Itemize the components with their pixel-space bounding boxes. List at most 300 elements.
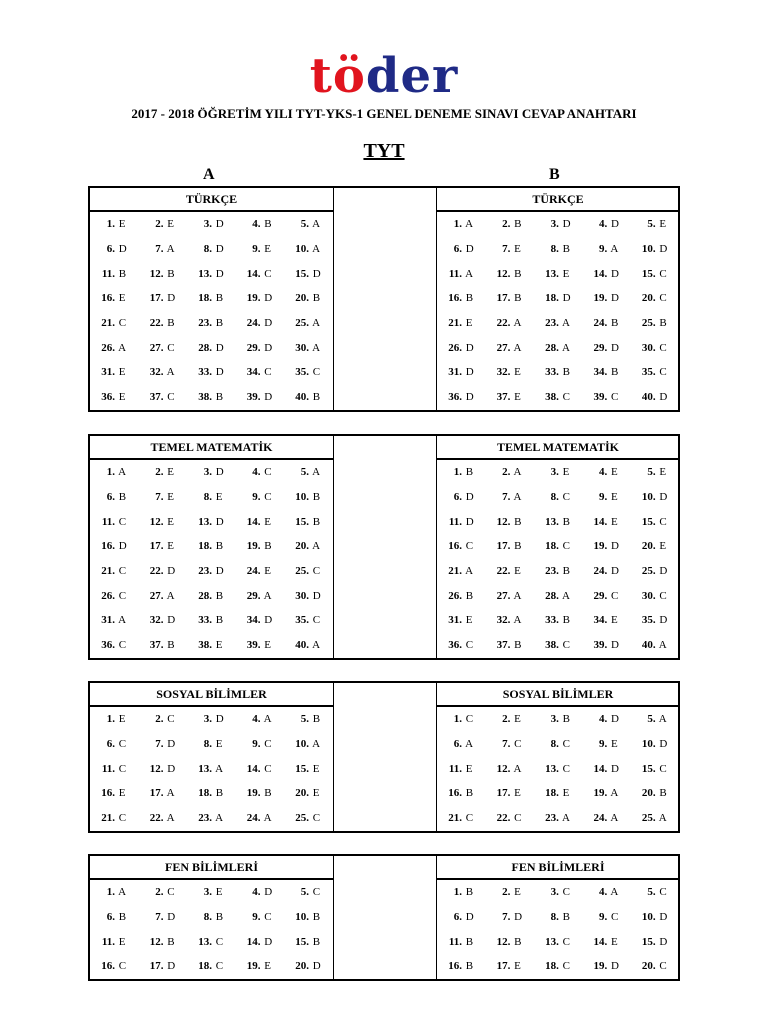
question-number: 17. xyxy=(496,540,511,553)
answer-letter: C xyxy=(511,812,522,825)
answer-letter: D xyxy=(261,886,273,899)
logo-blue-part: der xyxy=(365,48,459,104)
answer-letter: C xyxy=(310,366,321,379)
answer-cell xyxy=(631,516,679,528)
answer-cell xyxy=(187,812,236,824)
answer-cell xyxy=(90,886,139,898)
answer-letter: C xyxy=(559,391,570,404)
question-number: 13. xyxy=(545,935,559,948)
question-number: 30. xyxy=(641,589,656,602)
question-number: 24. xyxy=(246,317,261,330)
answer-letter: D xyxy=(559,292,571,305)
answer-row xyxy=(437,509,679,534)
answer-letter: B xyxy=(608,366,619,379)
question-number: 31. xyxy=(448,614,462,627)
answer-row xyxy=(90,237,333,262)
answer-cell xyxy=(139,763,188,775)
answer-cell xyxy=(631,763,679,775)
answer-letter: C xyxy=(310,614,321,627)
answer-cell xyxy=(284,886,333,898)
answer-letter: D xyxy=(261,935,273,948)
answer-row xyxy=(90,485,333,510)
question-number: 27. xyxy=(149,589,164,602)
answer-cell xyxy=(631,787,679,799)
answer-letter: A xyxy=(559,341,570,354)
answer-letter: B xyxy=(559,565,570,578)
answer-letter: E xyxy=(608,614,618,627)
question-number: 17. xyxy=(149,292,164,305)
question-number: 31. xyxy=(101,366,115,379)
answer-cell xyxy=(284,491,333,503)
answer-letter: A xyxy=(463,738,474,751)
question-number: 20. xyxy=(295,960,309,973)
answer-cell xyxy=(631,590,679,602)
answer-cell xyxy=(139,268,188,280)
answer-cell xyxy=(582,936,630,948)
answer-cell xyxy=(284,639,333,651)
answer-cell xyxy=(534,936,582,948)
answer-cell xyxy=(284,366,333,378)
answer-cell xyxy=(236,763,285,775)
question-number: 17. xyxy=(149,787,164,800)
answer-letter: E xyxy=(511,713,521,726)
question-number: 6. xyxy=(453,911,462,924)
answer-cell xyxy=(437,590,485,602)
question-number: 2. xyxy=(155,218,164,231)
question-number: 6. xyxy=(106,243,115,256)
question-number: 4. xyxy=(252,218,261,231)
answer-letter: C xyxy=(116,812,127,825)
answer-cell xyxy=(631,614,679,626)
answer-cell xyxy=(485,936,533,948)
answer-row xyxy=(90,261,333,286)
answer-letter: E xyxy=(213,886,223,899)
answer-letter: C xyxy=(559,540,570,553)
answer-letter: B xyxy=(261,218,272,231)
question-number: 20. xyxy=(295,540,309,553)
question-number: 10. xyxy=(641,738,656,751)
answer-row xyxy=(90,954,333,979)
question-number: 25. xyxy=(641,812,656,825)
answer-cell xyxy=(534,466,582,478)
answer-letter: A xyxy=(511,589,522,602)
answer-cell xyxy=(90,218,139,230)
answer-letter: A xyxy=(310,738,321,751)
section-block xyxy=(88,186,680,412)
question-number: 4. xyxy=(252,713,261,726)
question-number: 18. xyxy=(198,960,212,973)
question-number: 8. xyxy=(550,911,559,924)
answer-letter: E xyxy=(559,267,570,280)
answer-letter: D xyxy=(261,391,273,404)
booklet-a-panel xyxy=(90,188,334,410)
answer-letter: A xyxy=(608,886,619,899)
answer-cell xyxy=(90,466,139,478)
answer-row xyxy=(437,707,679,732)
answer-cell xyxy=(534,639,582,651)
answer-letter: B xyxy=(213,614,224,627)
answer-letter: D xyxy=(656,935,668,948)
answer-letter: D xyxy=(164,738,176,751)
booklet-b-panel xyxy=(436,683,679,831)
answer-letter: B xyxy=(511,218,522,231)
booklet-a-panel xyxy=(90,683,334,831)
answer-cell xyxy=(534,317,582,329)
answer-cell xyxy=(187,366,236,378)
question-number: 18. xyxy=(198,292,212,305)
answer-cell xyxy=(187,540,236,552)
answer-letter: D xyxy=(213,366,224,379)
answer-cell xyxy=(582,614,630,626)
answer-letter: A xyxy=(656,812,667,825)
answer-letter: C xyxy=(310,812,321,825)
answer-letter: B xyxy=(656,787,667,800)
answer-cell xyxy=(187,565,236,577)
answer-cell xyxy=(631,218,679,230)
answer-letter: C xyxy=(656,886,667,899)
answer-cell xyxy=(534,738,582,750)
answer-row xyxy=(437,385,679,410)
answer-letter: B xyxy=(116,267,127,280)
answer-cell xyxy=(284,317,333,329)
question-number: 5. xyxy=(300,886,309,899)
answer-row xyxy=(90,509,333,534)
question-number: 5. xyxy=(647,466,656,479)
answer-letter: C xyxy=(213,960,224,973)
answer-cell xyxy=(582,787,630,799)
question-number: 27. xyxy=(496,341,511,354)
answer-letter: A xyxy=(608,787,619,800)
answer-cell xyxy=(90,516,139,528)
answer-row xyxy=(437,929,679,954)
answer-cell xyxy=(485,812,533,824)
answer-letter: C xyxy=(116,565,127,578)
question-number: 40. xyxy=(295,391,309,404)
answer-row xyxy=(90,286,333,311)
answer-letter: B xyxy=(164,317,175,330)
answer-letter: D xyxy=(310,960,321,973)
answer-letter: D xyxy=(261,614,273,627)
answer-cell xyxy=(631,565,679,577)
answer-row xyxy=(437,360,679,385)
answer-cell xyxy=(284,713,333,725)
question-number: 25. xyxy=(295,812,309,825)
question-number: 15. xyxy=(295,515,309,528)
answer-row xyxy=(90,360,333,385)
logo-red-part: tö xyxy=(309,48,366,104)
question-number: 20. xyxy=(641,540,656,553)
answer-cell xyxy=(485,317,533,329)
question-number: 29. xyxy=(246,589,261,602)
question-number: 9. xyxy=(598,911,608,924)
answer-cell xyxy=(236,614,285,626)
answer-cell xyxy=(437,292,485,304)
answer-cell xyxy=(284,960,333,972)
answer-letter: D xyxy=(656,614,668,627)
answer-letter: A xyxy=(164,366,175,379)
answer-cell xyxy=(187,243,236,255)
answer-row xyxy=(90,781,333,806)
answer-letter: C xyxy=(511,738,522,751)
question-number: 11. xyxy=(448,762,462,775)
answer-cell xyxy=(631,960,679,972)
question-number: 21. xyxy=(448,565,462,578)
question-number: 40. xyxy=(641,391,656,404)
answer-cell xyxy=(187,960,236,972)
answer-cell xyxy=(284,590,333,602)
answer-row xyxy=(90,608,333,633)
answer-cell xyxy=(90,812,139,824)
question-number: 20. xyxy=(641,960,656,973)
answer-cell xyxy=(139,243,188,255)
answer-letter: D xyxy=(261,292,273,305)
question-number: 13. xyxy=(545,762,559,775)
answer-letter: B xyxy=(310,515,321,528)
answer-letter: A xyxy=(310,639,321,652)
answer-cell xyxy=(236,738,285,750)
answer-cell xyxy=(284,936,333,948)
answer-letter: C xyxy=(463,540,474,553)
question-number: 11. xyxy=(101,267,115,280)
answer-cell xyxy=(284,466,333,478)
answer-cell xyxy=(90,540,139,552)
answer-cell xyxy=(534,812,582,824)
answer-letter: C xyxy=(261,366,272,379)
answer-letter: E xyxy=(310,787,320,800)
answer-cell xyxy=(437,763,485,775)
answer-cell xyxy=(534,960,582,972)
answer-cell xyxy=(582,565,630,577)
question-number: 15. xyxy=(641,515,656,528)
answer-cell xyxy=(631,540,679,552)
answer-cell xyxy=(485,292,533,304)
question-number: 23. xyxy=(198,565,212,578)
question-number: 32. xyxy=(496,366,511,379)
answer-row xyxy=(90,756,333,781)
section-title: SOSYAL BİLİMLER xyxy=(437,683,679,707)
answer-letter: A xyxy=(463,267,474,280)
answer-letter: A xyxy=(511,762,522,775)
question-number: 19. xyxy=(593,960,608,973)
answer-letter: B xyxy=(213,317,224,330)
answer-letter: E xyxy=(261,639,271,652)
answer-row xyxy=(437,460,679,485)
answer-letter: E xyxy=(164,515,174,528)
question-number: 6. xyxy=(106,911,115,924)
answer-letter: A xyxy=(608,812,619,825)
question-number: 10. xyxy=(295,491,309,504)
answer-letter: B xyxy=(511,292,522,305)
answer-cell xyxy=(534,516,582,528)
answer-cell xyxy=(236,366,285,378)
question-number: 2. xyxy=(502,218,511,231)
answer-letter: B xyxy=(310,911,321,924)
answer-letter: D xyxy=(656,491,668,504)
answer-letter: D xyxy=(559,218,571,231)
question-number: 2. xyxy=(502,886,511,899)
answer-cell xyxy=(485,565,533,577)
answer-cell xyxy=(236,491,285,503)
answer-cell xyxy=(187,491,236,503)
question-number: 39. xyxy=(246,639,261,652)
section-title: TÜRKÇE xyxy=(437,188,679,212)
answer-row xyxy=(437,583,679,608)
question-number: 7. xyxy=(502,491,511,504)
answer-letter: D xyxy=(164,614,176,627)
answer-letter: E xyxy=(164,466,174,479)
question-number: 19. xyxy=(246,292,261,305)
answer-cell xyxy=(582,342,630,354)
answer-letter: E xyxy=(116,787,126,800)
answer-letter: E xyxy=(511,243,521,256)
answer-letter: E xyxy=(463,762,473,775)
answer-letter: B xyxy=(463,886,474,899)
answer-cell xyxy=(90,491,139,503)
question-number: 11. xyxy=(101,762,115,775)
answer-cell xyxy=(437,960,485,972)
answer-row xyxy=(90,583,333,608)
answer-cell xyxy=(284,911,333,923)
question-number: 16. xyxy=(448,960,462,973)
answer-cell xyxy=(90,911,139,923)
answer-letter: A xyxy=(511,491,522,504)
answer-letter: C xyxy=(116,515,127,528)
answer-cell xyxy=(90,342,139,354)
answer-cell xyxy=(485,738,533,750)
answer-cell xyxy=(534,342,582,354)
question-number: 5. xyxy=(647,886,656,899)
section-title: TÜRKÇE xyxy=(90,188,333,212)
answer-letter: E xyxy=(213,738,223,751)
question-number: 38. xyxy=(545,639,559,652)
question-number: 13. xyxy=(198,762,212,775)
answer-row xyxy=(437,880,679,905)
question-number: 9. xyxy=(598,738,608,751)
answer-letter: C xyxy=(656,366,667,379)
question-number: 14. xyxy=(246,762,261,775)
answer-cell xyxy=(437,466,485,478)
question-number: 12. xyxy=(496,267,511,280)
question-number: 7. xyxy=(155,491,164,504)
question-number: 23. xyxy=(198,812,212,825)
answer-letter: A xyxy=(559,812,570,825)
question-number: 1. xyxy=(453,886,462,899)
answer-cell xyxy=(187,317,236,329)
question-number: 15. xyxy=(295,267,309,280)
answer-letter: D xyxy=(656,911,668,924)
question-number: 18. xyxy=(198,540,212,553)
answer-letter: D xyxy=(213,713,224,726)
answer-row xyxy=(437,608,679,633)
answer-cell xyxy=(90,590,139,602)
question-number: 35. xyxy=(641,366,656,379)
answer-letter: C xyxy=(116,738,127,751)
answer-letter: A xyxy=(310,540,321,553)
answer-cell xyxy=(534,218,582,230)
question-number: 18. xyxy=(545,787,559,800)
answer-cell xyxy=(139,218,188,230)
answer-row xyxy=(437,261,679,286)
question-number: 23. xyxy=(545,812,559,825)
question-number: 7. xyxy=(502,911,511,924)
answer-letter: A xyxy=(511,614,522,627)
answer-row xyxy=(90,212,333,237)
answer-letter: A xyxy=(559,589,570,602)
question-number: 14. xyxy=(593,935,608,948)
question-number: 14. xyxy=(593,762,608,775)
question-number: 1. xyxy=(453,713,462,726)
answer-row xyxy=(437,485,679,510)
question-number: 6. xyxy=(453,243,462,256)
answer-cell xyxy=(631,243,679,255)
answer-letter: B xyxy=(261,787,272,800)
answer-letter: C xyxy=(559,960,570,973)
answer-letter: B xyxy=(463,466,474,479)
answer-cell xyxy=(187,639,236,651)
answer-row xyxy=(437,732,679,757)
answer-letter: D xyxy=(608,540,619,553)
answer-letter: B xyxy=(261,540,272,553)
answer-cell xyxy=(485,911,533,923)
answer-letter: E xyxy=(261,960,271,973)
answer-row xyxy=(90,633,333,658)
question-number: 8. xyxy=(203,243,212,256)
answer-cell xyxy=(437,614,485,626)
question-number: 2. xyxy=(155,466,164,479)
answer-letter: C xyxy=(261,911,272,924)
question-number: 25. xyxy=(295,565,309,578)
question-number: 17. xyxy=(149,540,164,553)
answer-cell xyxy=(236,639,285,651)
answer-letter: B xyxy=(511,540,522,553)
answer-cell xyxy=(437,342,485,354)
answer-cell xyxy=(139,391,188,403)
question-number: 5. xyxy=(300,218,309,231)
answer-letter: D xyxy=(463,366,474,379)
answer-letter: D xyxy=(608,960,619,973)
question-number: 5. xyxy=(647,713,656,726)
answer-letter: D xyxy=(310,267,321,280)
question-number: 33. xyxy=(198,366,212,379)
answer-cell xyxy=(139,540,188,552)
answer-letter: C xyxy=(116,589,127,602)
question-number: 12. xyxy=(496,515,511,528)
question-number: 8. xyxy=(550,243,559,256)
question-number: 31. xyxy=(101,614,115,627)
answer-cell xyxy=(139,516,188,528)
answer-cell xyxy=(139,342,188,354)
question-number: 1. xyxy=(453,466,462,479)
answer-cell xyxy=(485,614,533,626)
question-number: 4. xyxy=(598,466,608,479)
question-number: 13. xyxy=(198,515,212,528)
answer-cell xyxy=(187,763,236,775)
answer-letter: D xyxy=(656,391,668,404)
answer-cell xyxy=(582,911,630,923)
answer-cell xyxy=(187,614,236,626)
question-number: 24. xyxy=(246,812,261,825)
answer-cell xyxy=(582,317,630,329)
answer-letter: D xyxy=(608,639,619,652)
question-number: 32. xyxy=(149,614,164,627)
answer-cell xyxy=(139,565,188,577)
answer-letter: C xyxy=(656,341,667,354)
question-number: 1. xyxy=(106,466,115,479)
answer-letter: B xyxy=(116,911,127,924)
answer-cell xyxy=(631,936,679,948)
answer-cell xyxy=(485,787,533,799)
answer-cell xyxy=(187,590,236,602)
